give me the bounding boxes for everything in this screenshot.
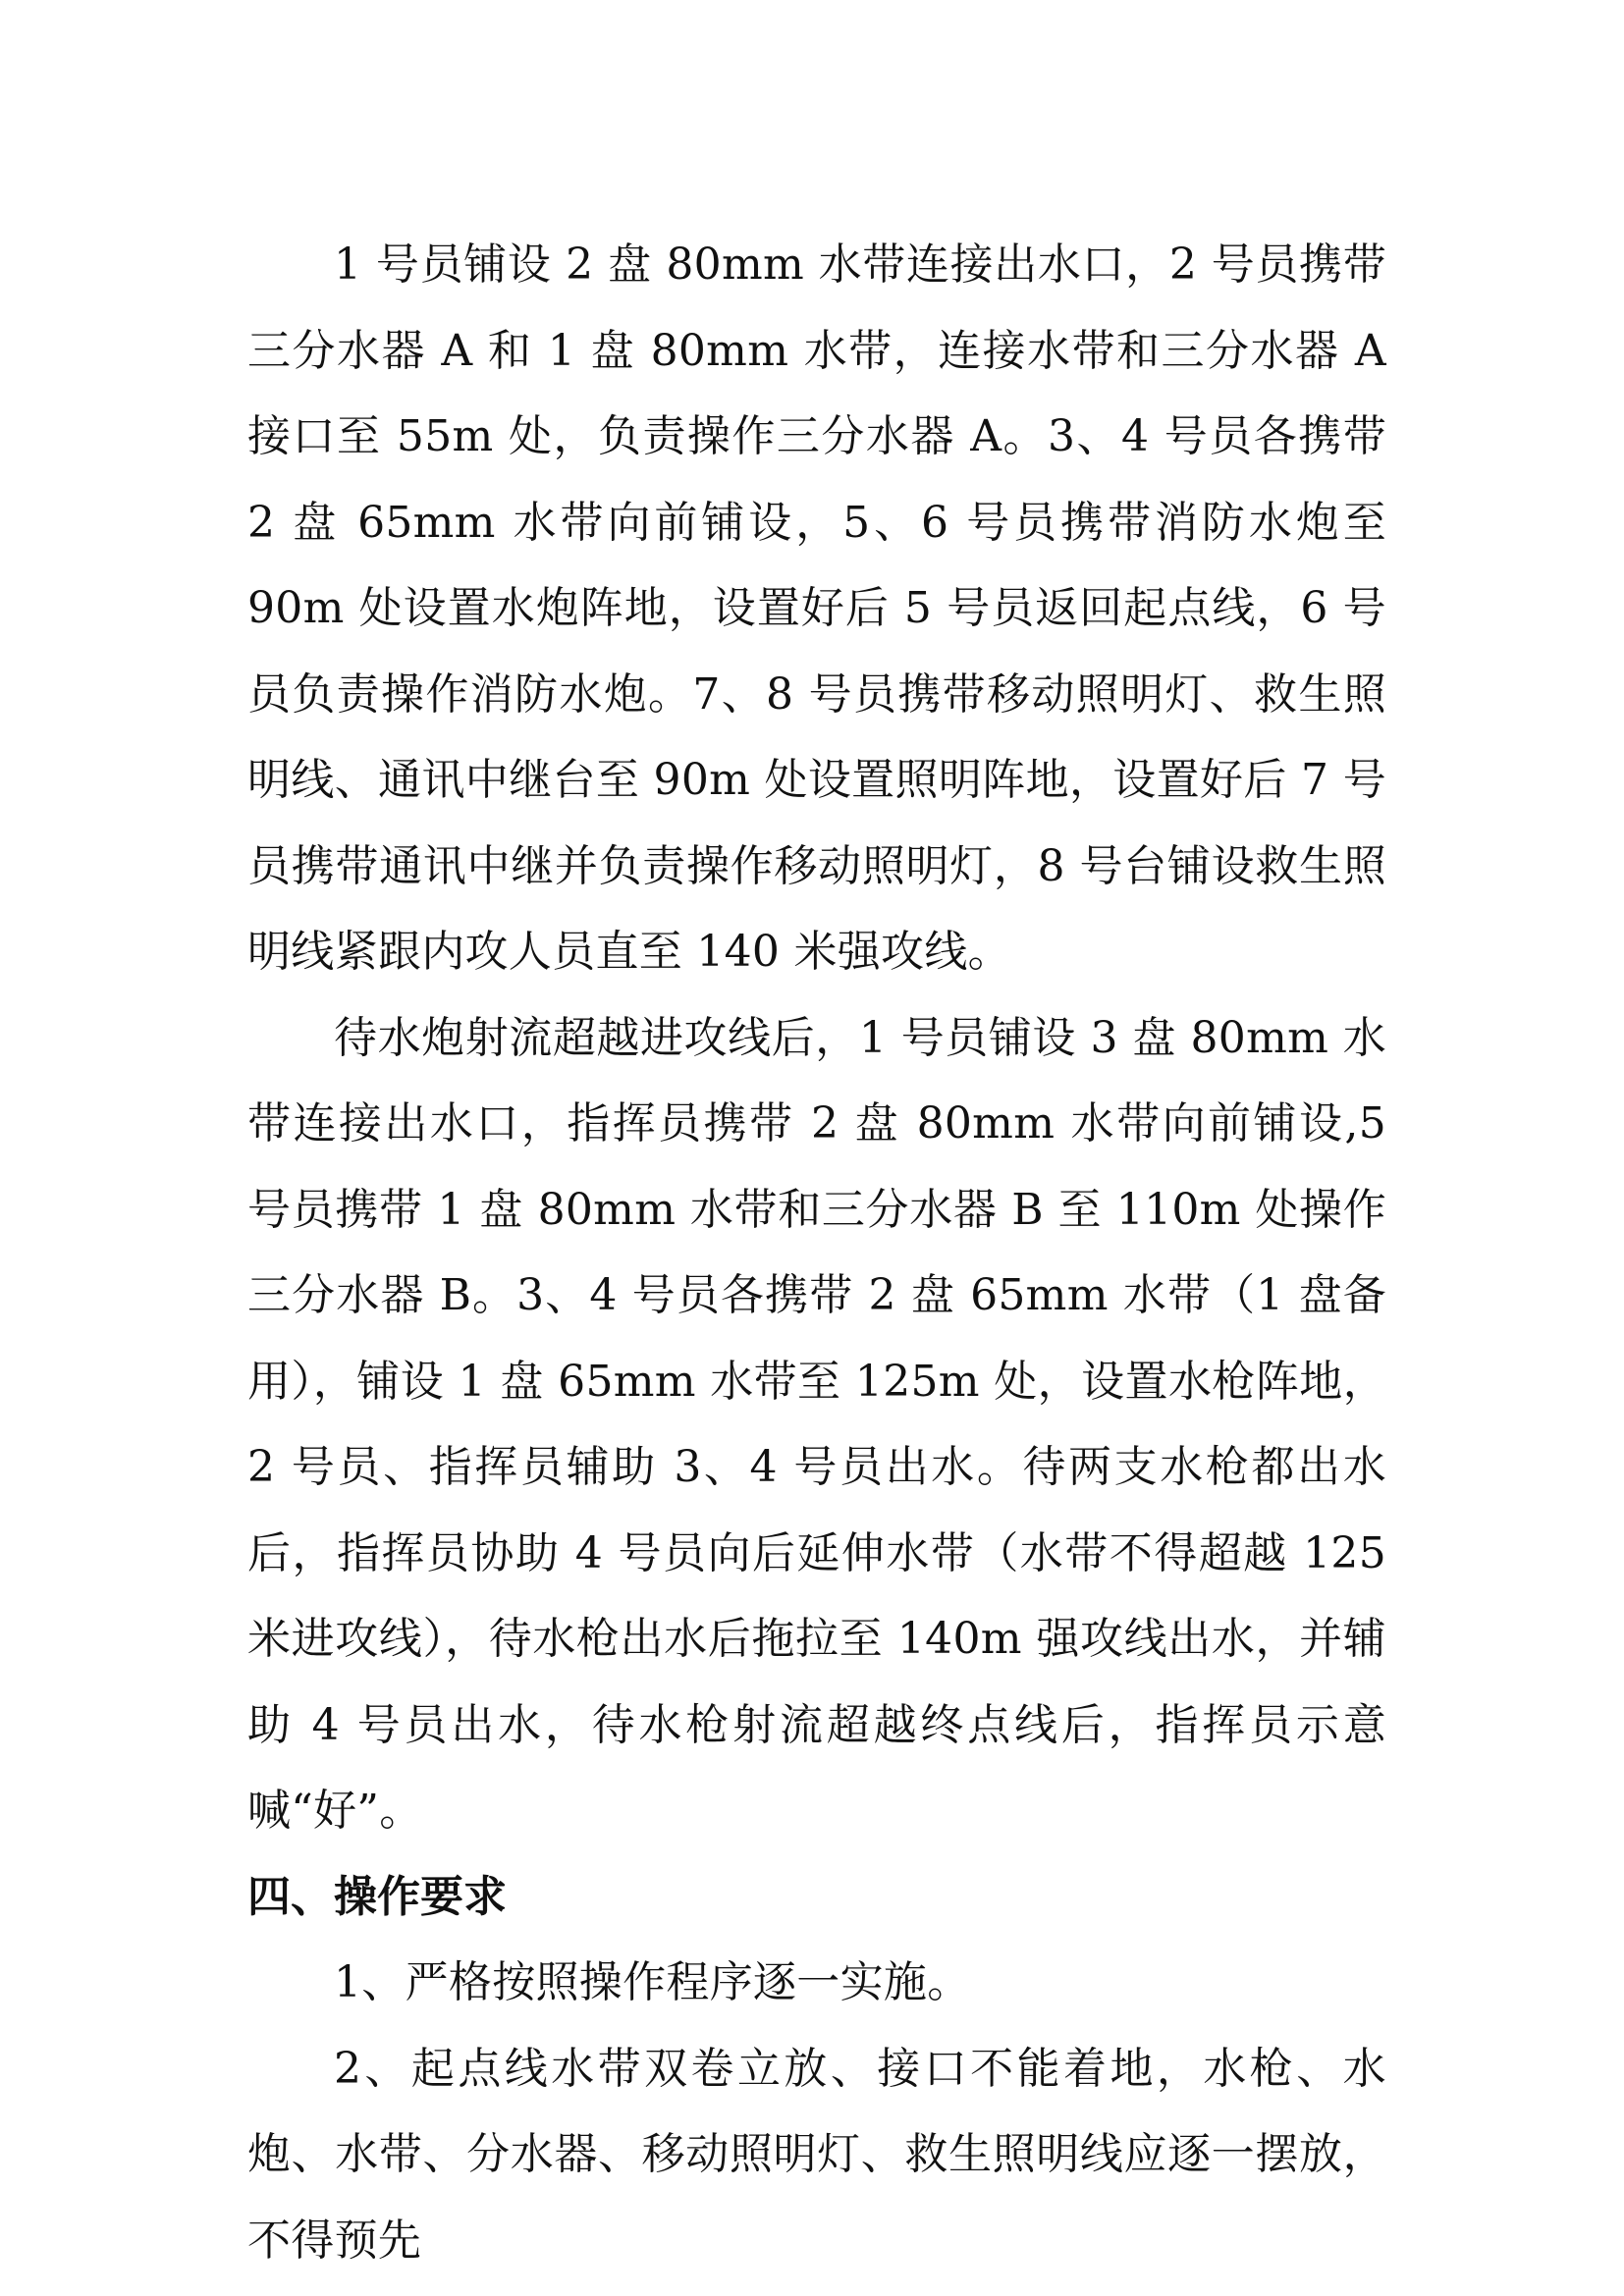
paragraph-deployment-phase-2: 待水炮射流超越进攻线后，1 号员铺设 3 盘 80mm 水带连接出水口，指挥员携带 2 盘 80mm 水带向前铺设,5 号员携带 1 盘 80mm 水带和三分水器 B 至 110m 处操作三分水器 B。3、4 号员各携带 2 盘 65mm 水带（1 盘备用），铺设 1 盘 65mm 水带至 125m 处，设置水枪阵地，2 号员、指挥员辅助 3、4 号员出水。待两支水枪都出水后，指挥员协助 4 号员向后延伸水带（水带不得超越 125 米进攻线），待水枪出水后拖拉至 140m 强攻线出水，并辅助 4 号员出水，待水枪射流超越终点线后，指挥员示意喊“好”。: [247, 1012, 1386, 1836]
requirement-item-2: 2、起点线水带双卷立放、接口不能着地，水枪、水炮、水带、分水器、移动照明灯、救生照明线应逐一摆放，不得预先: [247, 2043, 1386, 2266]
section-heading-operation-requirements: 四、操作要求: [247, 1871, 507, 1922]
paragraph-deployment-phase-1: 1 号员铺设 2 盘 80mm 水带连接出水口，2 号员携带三分水器 A 和 1 盘 80mm 水带，连接水带和三分水器 A 接口至 55m 处，负责操作三分水器 A。3、4 号员各携带 2 盘 65mm 水带向前铺设，5、6 号员携带消防水炮至 90m 处设置水炮阵地，设置好后 5 号员返回起点线，6 号员负责操作消防水炮。7、8 号员携带移动照明灯、救生照明线、通讯中继台至 90m 处设置照明阵地，设置好后 7 号员携带通讯中继并负责操作移动照明灯，8 号台铺设救生照明线紧跟内攻人员直至 140 米强攻线。: [247, 240, 1386, 977]
requirement-item-1: 1、严格按照操作程序逐一实施。: [334, 1957, 971, 2007]
document-body: [247, 222, 1386, 2283]
